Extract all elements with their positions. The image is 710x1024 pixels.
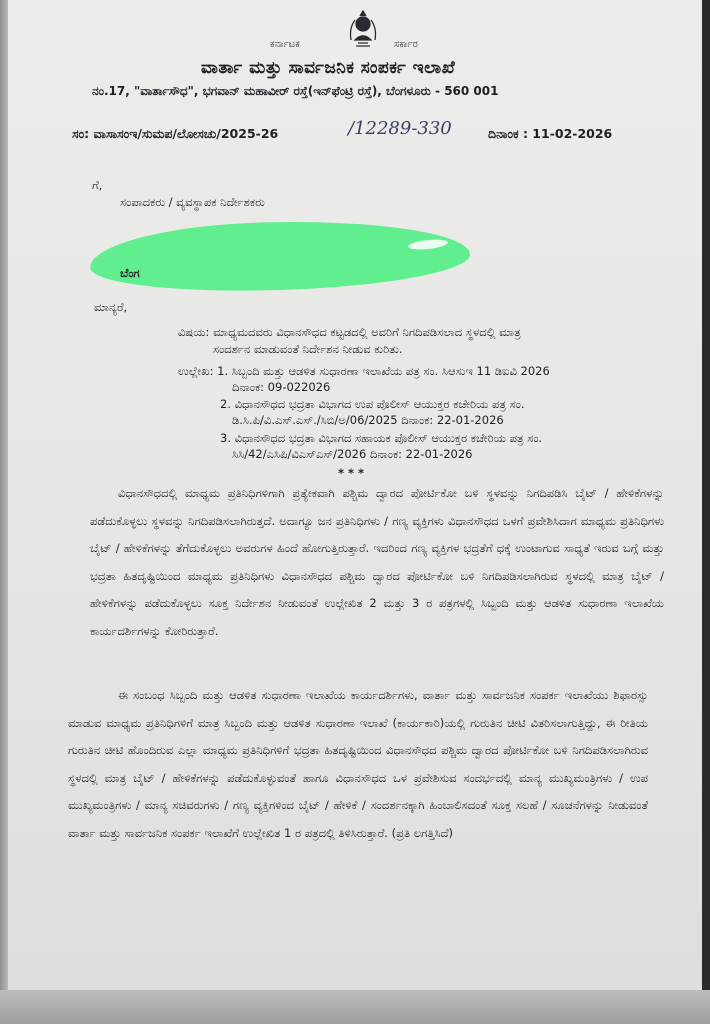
addressee-to: ಗೆ,: [92, 178, 103, 192]
salutation: ಮಾನ್ಯರೆ,: [94, 300, 128, 314]
subject-line-2: ಸಂದರ್ಶನ ಮಾಡುವಂತೆ ನಿರ್ದೇಶನ ನೀಡುವ ಕುರಿತು.: [213, 342, 403, 356]
addressee-role: ಸಂಪಾದಕರು / ವ್ಯವಸ್ಥಾಪಕ ನಿರ್ದೇಶಕರು: [120, 195, 265, 209]
subject-line-1: ವಿಷಯ: ಮಾಧ್ಯಮದವರು ವಿಧಾನಸೌಧದ ಕಟ್ಟಡದಲ್ಲಿ ಅವರಿಗೆ ನಿಗದಿಪಡಿಸಲಾದ ಸ್ಥಳದಲ್ಲಿ ಮಾತ್ರ: [178, 325, 521, 339]
letter-page: [8, 0, 702, 990]
photo-bottom-surface: [0, 990, 710, 1024]
reference-1-line-2: ದಿನಾಂಕ: 09-022026: [232, 380, 331, 394]
body-paragraph-1: ವಿಧಾನಸೌಧದಲ್ಲಿ ಮಾಧ್ಯಮ ಪ್ರತಿನಿಧಿಗಳಿಗಾಗಿ ಪ್ರತ್ಯೇಕವಾಗಿ ಪಶ್ಚಿಮ ದ್ವಾರದ ಪೋರ್ಟಿಕೋ ಬಳಿ ಸ್ಥಳವನ್ನು ನಿಗದಿಪಡಿಸಿ ಬೈಟ್ / ಹೇಳಿಕೆಗಳನ್ನು ಪಡೆದುಕೊಳ್ಳಲು ಸ್ಥಳವನ್ನು ನಿಗದಿಪಡಿಸಲಾಗಿರುತ್ತದೆ. ಅದಾಗ್ಯೂ ಜನ ಪ್ರತಿನಿಧಿಗಳು / ಗಣ್ಯ ವ್ಯಕ್ತಿಗಳು ವಿಧಾನಸೌಧದ ಒಳಗೆ ಪ್ರವೇಶಿಸಿದಾಗ ಮಾಧ್ಯಮ ಪ್ರತಿನಿಧಿಗಳು ಬೈಟ್ / ಹೇಳಿಕೆಗಳನ್ನು ತೆಗೆದುಕೊಳ್ಳಲು ಅವರುಗಳ ಹಿಂದೆ ಹೋಗುತ್ತಿರುತ್ತಾರೆ. ಇದರಿಂದ ಗಣ್ಯ ವ್ಯಕ್ತಿಗಳ ಭದ್ರತೆಗೆ ಧಕ್ಕೆ ಉಂಟಾಗುವ ಸಾಧ್ಯತೆ ಇರುವ ಬಗ್ಗೆ ಮತ್ತು ಭದ್ರತಾ ಹಿತದೃಷ್ಟಿಯಿಂದ ಮಾಧ್ಯಮ ಪ್ರತಿನಿಧಿಗಳು ವಿಧಾನಸೌಧದ ಪಶ್ಚಿಮ ದ್ವಾರದ ಪೋರ್ಟಿಕೋ ಬಳಿ ನಿಗದಿಪಡಿಸಲಾಗಿರುವ ಸ್ಥಳದಲ್ಲಿ ಮಾತ್ರ ಬೈಟ್ / ಹೇಳಿಕೆಗಳನ್ನು ಪಡೆದುಕೊಳ್ಳಲು ಸೂಕ್ತ ನಿರ್ದೇಶನ ನೀಡುವಂತೆ ಉಲ್ಲೇಖಿತ 2 ಮತ್ತು 3 ರ ಪತ್ರಗಳಲ್ಲಿ ಸಿಬ್ಬಂದಿ ಮತ್ತು ಆಡಳಿತ ಸುಧಾರಣಾ ಇಲಾಖೆಯ ಕಾರ್ಯದರ್ಶಿಗಳನ್ನು ಕೋರಿರುತ್ತಾರೆ.: [90, 486, 664, 638]
reference-date: ದಿನಾಂಕ : 11-02-2026: [488, 126, 613, 141]
redaction-mark: [89, 217, 471, 295]
reference-3-line-1: 3. ವಿಧಾನಸೌಧದ ಭದ್ರತಾ ವಿಭಾಗದ ಸಹಾಯಕ ಪೊಲೀಸ್ ಆಯುಕ್ತರ ಕಚೇರಿಯ ಪತ್ರ ಸಂ.: [220, 431, 543, 445]
header-state-right: ಸರ್ಕಾರ: [394, 39, 418, 50]
reference-3-line-2: ಸಿಸಿ/42/ಎಸಿಪಿ/ವಿಎಸ್ಎಸ್/2026 ದಿನಾಂಕ: 22-01-2026: [232, 447, 473, 461]
addressee-city: ಬೆಂಗ: [120, 266, 140, 280]
reference-2-line-2: ಡಿ.ಸಿ.ಪಿ/ವಿ.ಎಸ್.ಎಸ್./ಸಿಬಿ/ಅ/06/2025 ದಿನಾಂಕ: 22-01-2026: [232, 413, 504, 427]
reference-2-line-1: 2. ವಿಧಾನಸೌಧದ ಭದ್ರತಾ ವಿಭಾಗದ ಉಪ ಪೊಲೀಸ್ ಆಯುಕ್ತರ ಕಚೇರಿಯ ಪತ್ರ ಸಂ.: [220, 397, 525, 411]
reference-number: ಸಂ: ವಾಸಾಸಂಇ/ಸುಮಪ/ಲೋಸಚು/2025-26: [72, 126, 279, 141]
reference-1-line-1: ಉಲ್ಲೇಖ: 1. ಸಿಬ್ಬಂದಿ ಮತ್ತು ಆಡಳಿತ ಸುಧಾರಣಾ ಇಲಾಖೆಯ ಪತ್ರ ಸಂ. ಸಿಆಸುಇ 11 ಡಿಐವಿ 2026: [178, 364, 550, 378]
separator: * * *: [338, 466, 365, 480]
handwritten-number: /12289-330: [348, 118, 452, 139]
body-paragraph-2: ಈ ಸಂಬಂಧ ಸಿಬ್ಬಂದಿ ಮತ್ತು ಆಡಳಿತ ಸುಧಾರಣಾ ಇಲಾಖೆಯ ಕಾರ್ಯದರ್ಶಿಗಳು, ವಾರ್ತಾ ಮತ್ತು ಸಾರ್ವಜನಿಕ ಸಂಪರ್ಕ ಇಲಾಖೆಯು ಶಿಫಾರಸ್ಸು ಮಾಡುವ ಮಾಧ್ಯಮ ಪ್ರತಿನಿಧಿಗಳಿಗೆ ಮಾತ್ರ ಸಿಬ್ಬಂದಿ ಮತ್ತು ಆಡಳಿತ ಸುಧಾರಣಾ ಇಲಾಖೆ (ಕಾರ್ಯಕಾರಿ)ಯಲ್ಲಿ ಗುರುತಿನ ಚೀಟಿ ವಿತರಿಸಲಾಗುತ್ತಿದ್ದು, ಈ ರೀತಿಯ ಗುರುತಿನ ಚೀಟಿ ಹೊಂದಿರುವ ಎಲ್ಲಾ ಮಾಧ್ಯಮ ಪ್ರತಿನಿಧಿಗಳಿಗೆ ಭದ್ರತಾ ಹಿತದೃಷ್ಟಿಯಿಂದ ವಿಧಾನಸೌಧದ ಪಶ್ಚಿಮ ದ್ವಾರದ ಪೋರ್ಟಿಕೋ ಬಳಿ ನಿಗದಿಪಡಿಸಲಾಗಿರುವ ಸ್ಥಳದಲ್ಲಿ ಮಾತ್ರ ಬೈಟ್ / ಹೇಳಿಕೆಗಳನ್ನು ಪಡೆದುಕೊಳ್ಳುವಂತೆ ಹಾಗೂ ವಿಧಾನಸೌಧದ ಒಳ ಪ್ರವೇಶಿಸುವ ಸಂದರ್ಭದಲ್ಲಿ ಮಾನ್ಯ ಮುಖ್ಯಮಂತ್ರಿಗಳು / ಉಪ ಮುಖ್ಯಮಂತ್ರಿಗಳು / ಮಾನ್ಯ ಸಚಿವರುಗಳು / ಗಣ್ಯ ವ್ಯಕ್ತಿಗಳಿಂದ ಬೈಟ್ / ಹೇಳಿಕೆ / ಸಂದರ್ಶನಕ್ಕಾಗಿ ಹಿಂಬಾಲಿಸದಂತೆ ಸೂಕ್ತ ಸಲಹೆ / ಸೂಚನೆಗಳನ್ನು ನೀಡುವಂತೆ ವಾರ್ತಾ ಮತ್ತು ಸಾರ್ವಜನಿಕ ಸಂಪರ್ಕ ಇಲಾಖೆಗೆ ಉಲ್ಲೇಖಿತ 1 ರ ಪತ್ರದಲ್ಲಿ ತಿಳಿಸಿರುತ್ತಾರೆ. (ಪ್ರತಿ ಲಗತ್ತಿಸಿದೆ): [68, 688, 648, 840]
state-emblem-icon: [346, 10, 380, 48]
header-state-left: ಕರ್ನಾಟಕ: [270, 39, 300, 50]
header-department: ವಾರ್ತಾ ಮತ್ತು ಸಾರ್ವಜನಿಕ ಸಂಪರ್ಕ ಇಲಾಖೆ: [201, 58, 456, 78]
header-address: ನಂ.17, "ವಾರ್ತಾಸೌಧ", ಭಗವಾನ್ ಮಹಾವೀರ್ ರಸ್ತೆ(ಇನ್‌ಫೆಂಟ್ರಿ ರಸ್ತೆ), ಬೆಂಗಳೂರು - 560 001: [92, 84, 499, 98]
